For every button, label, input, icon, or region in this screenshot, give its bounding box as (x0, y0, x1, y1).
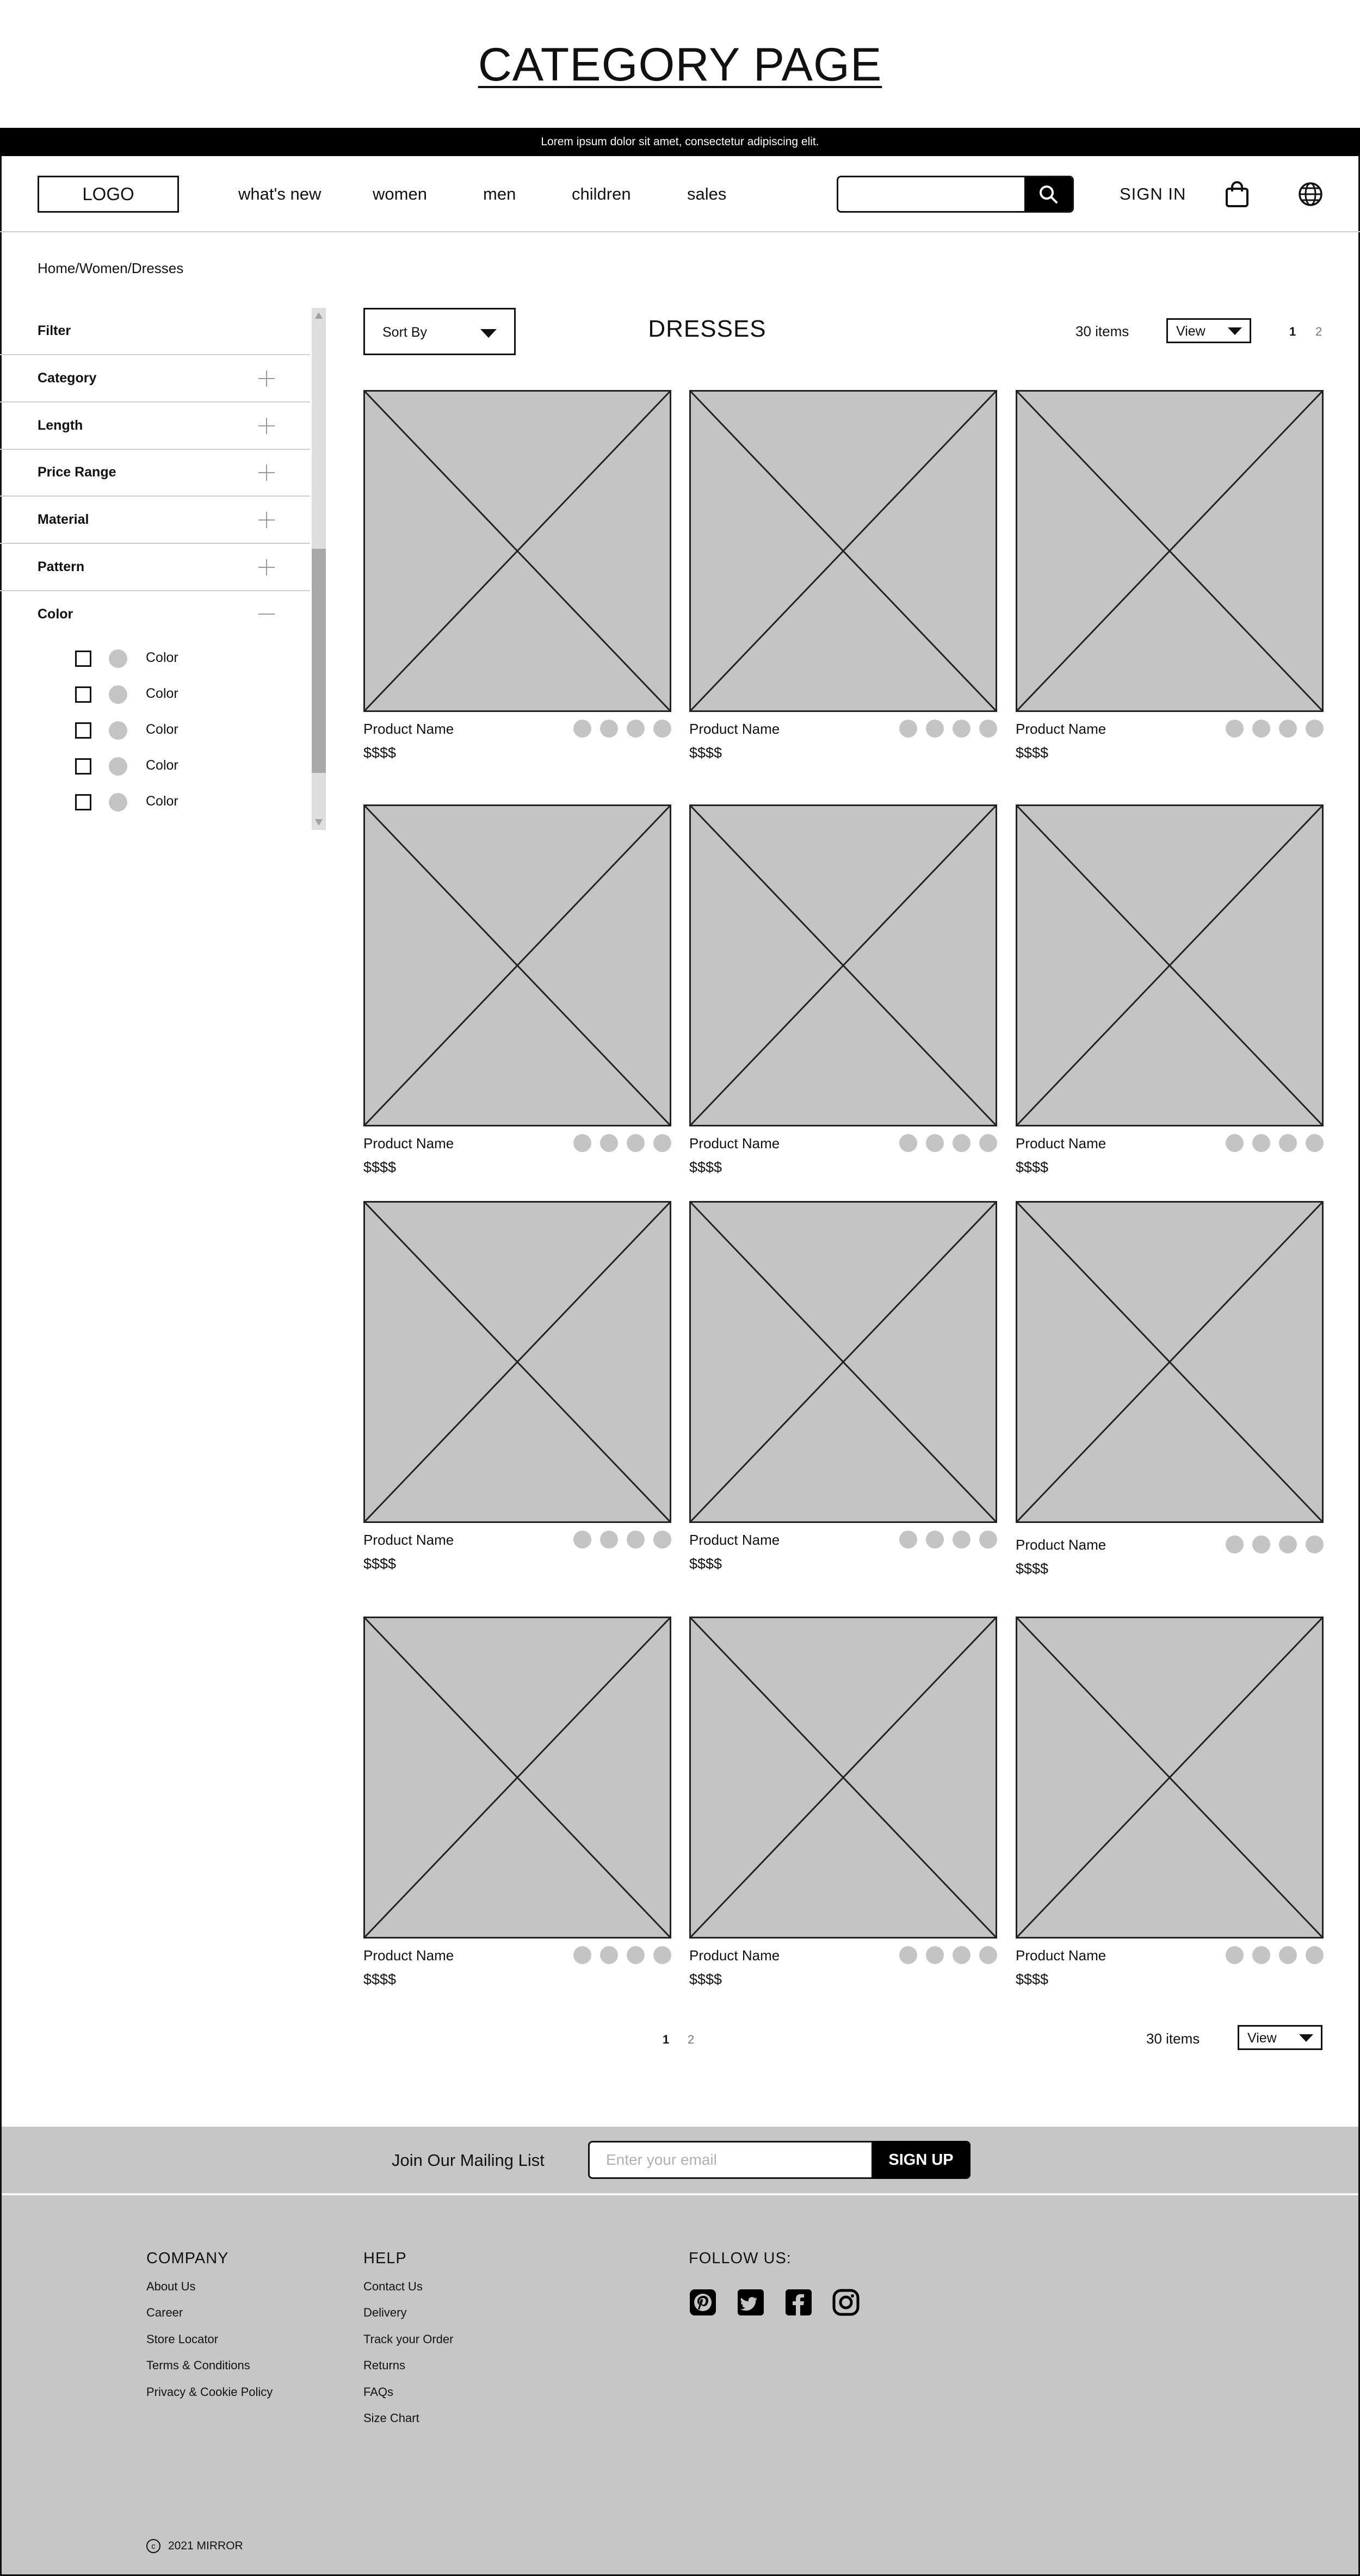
product-card[interactable] (689, 804, 997, 1185)
plus-icon (258, 512, 275, 528)
footer-company-title: COMPANY (146, 2250, 229, 2267)
filter-section-label: Color (38, 606, 73, 622)
instagram-icon[interactable] (832, 2288, 860, 2317)
breadcrumb[interactable]: Home/Women/Dresses (38, 260, 184, 276)
product-card[interactable] (363, 1201, 671, 1582)
sort-by-dropdown[interactable] (363, 308, 516, 355)
view-dropdown[interactable] (1166, 318, 1251, 343)
product-price: $$$$ (689, 1556, 722, 1572)
page-heading: CATEGORY PAGE (478, 39, 882, 91)
product-card[interactable] (689, 1617, 997, 1997)
color-dots (899, 720, 997, 738)
color-dot[interactable] (1306, 1946, 1324, 1964)
footer-link-returns[interactable]: Returns (363, 2358, 406, 2372)
color-dots (1226, 1946, 1324, 1964)
color-dots (899, 1946, 997, 1964)
color-dot[interactable] (573, 1531, 591, 1549)
color-dot[interactable] (926, 720, 944, 738)
color-dot[interactable] (926, 1531, 944, 1549)
site-footer (2, 2195, 1358, 2574)
announcement-text: Lorem ipsum dolor sit amet, consectetur adipiscing elit. (541, 135, 819, 148)
filter-section-material[interactable] (0, 497, 310, 544)
nav-item-sales[interactable]: sales (687, 184, 727, 203)
product-price: $$$$ (363, 745, 397, 761)
product-image-placeholder[interactable] (689, 1617, 997, 1939)
product-image-placeholder[interactable] (1016, 804, 1324, 1126)
plus-icon (258, 465, 275, 481)
filter-title (0, 308, 310, 355)
color-swatch (109, 649, 127, 668)
product-image-placeholder[interactable] (363, 1201, 671, 1523)
color-dot[interactable] (1279, 1134, 1297, 1152)
bottom-view-dropdown[interactable] (1238, 2025, 1322, 2050)
color-checkbox[interactable] (75, 758, 91, 775)
color-dots (573, 1531, 671, 1549)
color-dot[interactable] (600, 1134, 618, 1152)
color-option-label: Color (146, 650, 178, 665)
color-dot[interactable] (573, 1946, 591, 1964)
color-dots (1226, 1535, 1324, 1553)
color-option-label: Color (146, 722, 178, 737)
footer-help-title: HELP (363, 2250, 407, 2267)
color-swatch (109, 757, 127, 776)
color-dot[interactable] (1226, 1535, 1244, 1553)
product-name[interactable]: Product Name (689, 1532, 780, 1548)
color-dot[interactable] (899, 1134, 917, 1152)
color-dot[interactable] (627, 1134, 645, 1152)
product-price: $$$$ (1016, 1159, 1049, 1175)
product-name[interactable]: Product Name (1016, 1135, 1106, 1151)
site-header (0, 156, 1360, 232)
minus-icon (258, 614, 275, 615)
footer-link-delivery[interactable]: Delivery (363, 2306, 407, 2319)
filter-section-price-range[interactable] (0, 449, 310, 497)
scroll-up-icon[interactable] (315, 312, 323, 319)
product-name[interactable]: Product Name (363, 1135, 454, 1151)
product-card[interactable] (363, 1617, 671, 1997)
search-icon (1038, 184, 1059, 205)
color-dot[interactable] (953, 1531, 970, 1549)
product-image-placeholder[interactable] (689, 390, 997, 712)
color-dot[interactable] (653, 1134, 671, 1152)
view-label: View (1176, 324, 1206, 339)
product-card[interactable] (689, 1201, 997, 1582)
search-box (837, 176, 1074, 213)
product-name[interactable]: Product Name (363, 1532, 454, 1548)
bottom-page-link-2[interactable]: 2 (688, 2033, 695, 2046)
footer-link-contact-us[interactable]: Contact Us (363, 2280, 423, 2293)
product-name[interactable]: Product Name (689, 1947, 780, 1964)
product-image-placeholder[interactable] (363, 804, 671, 1126)
chevron-down-icon (1299, 2034, 1313, 2042)
color-dot[interactable] (926, 1134, 944, 1152)
footer-link-privacy[interactable]: Privacy & Cookie Policy (146, 2385, 273, 2399)
color-dot[interactable] (1306, 720, 1324, 738)
color-dot[interactable] (953, 1946, 970, 1964)
product-price: $$$$ (689, 745, 722, 761)
scrollbar-thumb[interactable] (312, 549, 326, 773)
page-link-1[interactable]: 1 (1289, 325, 1296, 338)
color-dot[interactable] (1252, 1946, 1270, 1964)
product-card[interactable] (1016, 390, 1324, 771)
plus-icon (258, 370, 275, 387)
color-dot[interactable] (899, 1531, 917, 1549)
footer-link-career[interactable]: Career (146, 2306, 183, 2319)
color-dot[interactable] (953, 720, 970, 738)
product-name[interactable]: Product Name (363, 721, 454, 737)
color-checkbox[interactable] (75, 651, 91, 667)
page-link-2[interactable]: 2 (1315, 325, 1322, 338)
filter-section-pattern[interactable] (0, 544, 310, 591)
mailing-list-bar (2, 2127, 1358, 2194)
product-name[interactable]: Product Name (363, 1947, 454, 1964)
sidebar-scrollbar[interactable] (312, 308, 326, 830)
color-dots (573, 1134, 671, 1152)
color-dot[interactable] (1279, 1535, 1297, 1553)
items-count: 30 items (1075, 323, 1129, 339)
filter-section-label: Length (38, 418, 83, 433)
color-checkbox[interactable] (75, 686, 91, 703)
color-swatch (109, 793, 127, 812)
facebook-icon[interactable] (784, 2288, 813, 2317)
color-dot[interactable] (899, 1946, 917, 1964)
color-dot[interactable] (899, 720, 917, 738)
color-dot[interactable] (600, 1946, 618, 1964)
category-title: DRESSES (648, 315, 766, 342)
product-price: $$$$ (1016, 1971, 1049, 1987)
product-price: $$$$ (689, 1971, 722, 1987)
plus-icon (258, 559, 275, 575)
footer-follow-title: FOLLOW US: (689, 2250, 792, 2267)
product-price: $$$$ (1016, 745, 1049, 761)
filter-section-label: Category (38, 370, 97, 386)
product-image-placeholder[interactable] (1016, 1617, 1324, 1939)
color-dots (899, 1134, 997, 1152)
product-name[interactable]: Product Name (689, 1135, 780, 1151)
view-label: View (1247, 2030, 1277, 2046)
product-image-placeholder[interactable] (1016, 390, 1324, 712)
color-dot[interactable] (653, 1531, 671, 1549)
color-dot[interactable] (1252, 720, 1270, 738)
search-button[interactable] (1024, 177, 1072, 211)
color-dots (1226, 720, 1324, 738)
footer-link-store-locator[interactable]: Store Locator (146, 2332, 219, 2346)
product-name[interactable]: Product Name (1016, 1947, 1106, 1964)
color-option-label: Color (146, 794, 178, 809)
copyright-icon: c (146, 2539, 160, 2553)
sort-by-label: Sort By (382, 325, 427, 340)
color-dot[interactable] (1226, 1946, 1244, 1964)
color-dot[interactable] (979, 1134, 997, 1152)
product-card[interactable] (1016, 1201, 1324, 1582)
language-button[interactable] (1296, 180, 1325, 208)
nav-item-men[interactable]: men (483, 184, 516, 203)
product-name[interactable]: Product Name (689, 721, 780, 737)
color-dot[interactable] (627, 1531, 645, 1549)
product-card[interactable] (363, 390, 671, 771)
color-dot[interactable] (653, 720, 671, 738)
product-price: $$$$ (1016, 1561, 1049, 1577)
scroll-down-icon[interactable] (315, 819, 323, 826)
bottom-page-link-1[interactable]: 1 (663, 2033, 670, 2046)
filter-title-label: Filter (38, 323, 71, 338)
color-dot[interactable] (1279, 1946, 1297, 1964)
product-price: $$$$ (363, 1556, 397, 1572)
color-option-label: Color (146, 686, 178, 701)
announcement-bar (0, 128, 1360, 156)
chevron-down-icon (1228, 327, 1242, 335)
color-dot[interactable] (573, 1134, 591, 1152)
color-dot[interactable] (979, 1946, 997, 1964)
color-dots (1226, 1134, 1324, 1152)
filter-section-length[interactable] (0, 403, 310, 450)
color-dot[interactable] (979, 1531, 997, 1549)
footer-link-track-order[interactable]: Track your Order (363, 2332, 454, 2346)
product-name[interactable]: Product Name (1016, 721, 1106, 737)
pinterest-icon[interactable] (689, 2288, 717, 2317)
product-image-placeholder[interactable] (363, 1617, 671, 1939)
nav-item-whats-new[interactable]: what's new (238, 184, 322, 203)
color-dot[interactable] (653, 1946, 671, 1964)
sign-up-button[interactable]: SIGN UP (871, 2141, 970, 2179)
email-field[interactable] (588, 2141, 873, 2179)
color-swatch (109, 685, 127, 704)
color-dot[interactable] (1306, 1134, 1324, 1152)
color-dot[interactable] (627, 1946, 645, 1964)
shopping-bag-icon (1225, 181, 1250, 208)
product-price: $$$$ (363, 1971, 397, 1987)
nav-item-women[interactable]: women (373, 184, 427, 203)
filter-section-color[interactable] (0, 591, 310, 638)
color-dot[interactable] (573, 720, 591, 738)
color-dot[interactable] (1306, 1535, 1324, 1553)
product-name[interactable]: Product Name (1016, 1537, 1106, 1553)
footer-link-about-us[interactable]: About Us (146, 2280, 196, 2293)
twitter-icon[interactable] (737, 2288, 765, 2317)
color-dot[interactable] (627, 720, 645, 738)
product-image-placeholder[interactable] (689, 1201, 997, 1523)
color-dot[interactable] (926, 1946, 944, 1964)
color-option-label: Color (146, 758, 178, 773)
product-price: $$$$ (689, 1159, 722, 1175)
mailing-list-label: Join Our Mailing List (392, 2151, 545, 2170)
search-input[interactable] (838, 177, 1026, 211)
color-dot[interactable] (1252, 1535, 1270, 1553)
color-dots (573, 720, 671, 738)
product-card[interactable] (1016, 804, 1324, 1185)
copyright (146, 2539, 243, 2553)
product-image-placeholder[interactable] (1016, 1201, 1324, 1523)
footer-link-terms[interactable]: Terms & Conditions (146, 2358, 250, 2372)
color-dot[interactable] (1226, 720, 1244, 738)
product-image-placeholder[interactable] (363, 390, 671, 712)
product-card[interactable] (1016, 1617, 1324, 1997)
color-dot[interactable] (979, 720, 997, 738)
product-price: $$$$ (363, 1159, 397, 1175)
color-dots (899, 1531, 997, 1549)
color-dot[interactable] (953, 1134, 970, 1152)
color-dot[interactable] (600, 720, 618, 738)
footer-link-faqs[interactable]: FAQs (363, 2385, 394, 2399)
color-dot[interactable] (600, 1531, 618, 1549)
chevron-down-icon (480, 329, 497, 338)
globe-icon (1297, 181, 1324, 207)
product-image-placeholder[interactable] (689, 804, 997, 1126)
bottom-items-count: 30 items (1146, 2030, 1200, 2047)
filter-section-category[interactable] (0, 355, 310, 403)
color-dots (573, 1946, 671, 1964)
plus-icon (258, 418, 275, 434)
color-dot[interactable] (1226, 1134, 1244, 1152)
filter-section-label: Pattern (38, 559, 85, 574)
logo[interactable]: LOGO (38, 176, 179, 213)
color-swatch (109, 721, 127, 740)
copyright-text: 2021 MIRROR (168, 2540, 243, 2552)
color-dot[interactable] (1252, 1134, 1270, 1152)
sign-in-link[interactable]: SIGN IN (1120, 184, 1186, 203)
footer-link-size-chart[interactable]: Size Chart (363, 2411, 419, 2425)
color-checkbox[interactable] (75, 794, 91, 810)
color-checkbox[interactable] (75, 722, 91, 739)
filter-section-label: Price Range (38, 465, 116, 480)
color-dot[interactable] (1279, 720, 1297, 738)
product-card[interactable] (363, 804, 671, 1185)
nav-item-children[interactable]: children (572, 184, 631, 203)
product-card[interactable] (689, 390, 997, 771)
filter-section-label: Material (38, 512, 89, 527)
cart-button[interactable] (1223, 180, 1251, 208)
